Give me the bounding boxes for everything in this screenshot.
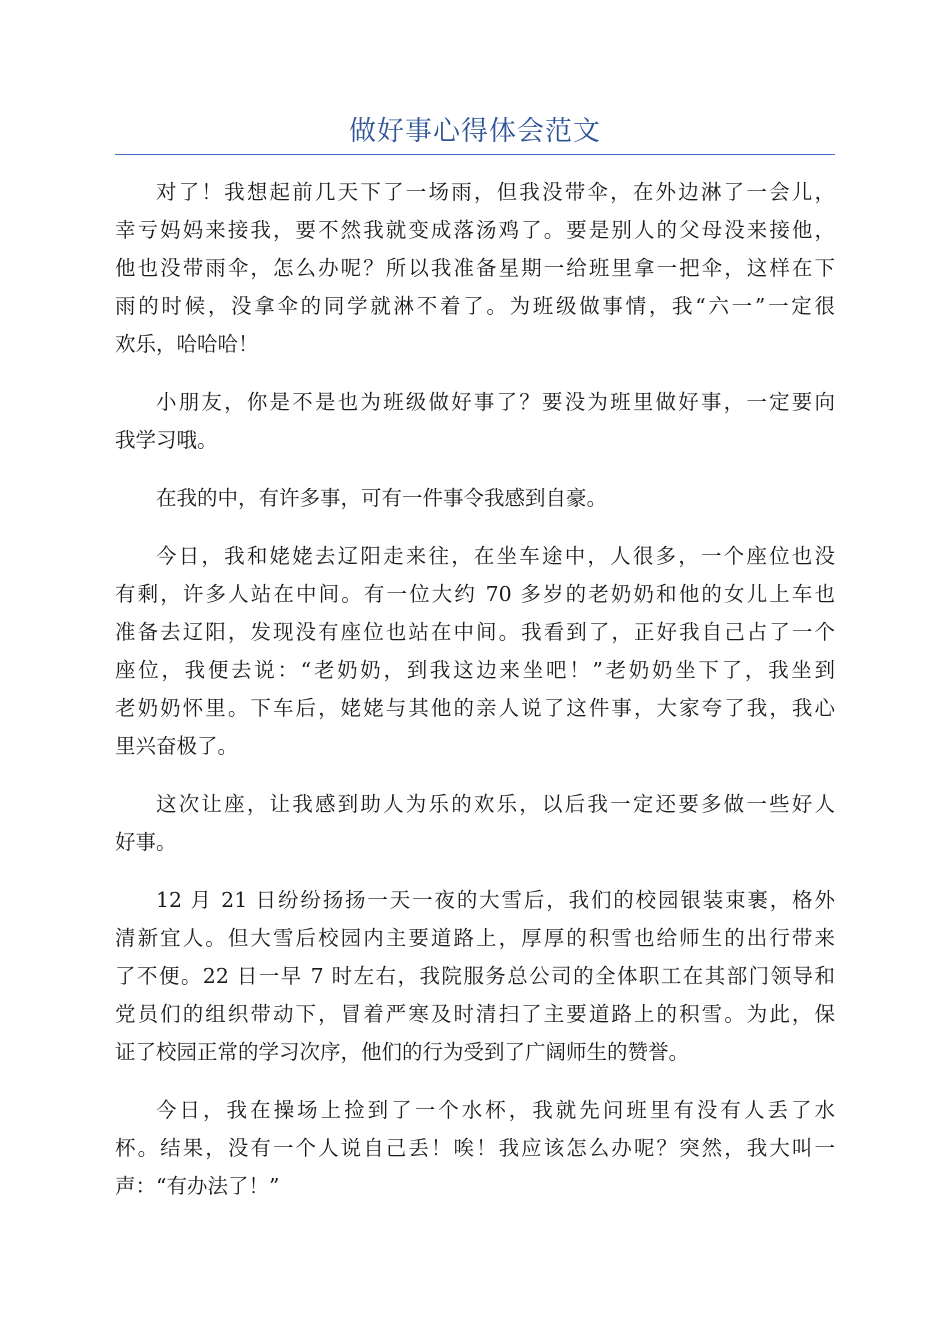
paragraph (115, 785, 835, 861)
paragraph-line: 这次让座，让我感到助人为乐的欢乐，以后我一定还要多做一些好人 (156, 792, 835, 816)
paragraph-line: 杯。结果，没有一个人说自己丢！唉！我应该怎么办呢？突然，我大叫一 (115, 1136, 835, 1160)
paragraph-line: 准备去辽阳，发现没有座位也站在中间。我看到了，正好我自己占了一个 (115, 620, 835, 644)
paragraph (115, 479, 835, 517)
paragraph-line: 老奶奶怀里。下车后，姥姥与其他的亲人说了这件事，大家夸了我，我心 (115, 696, 835, 720)
paragraph-line: 12 月 21 日纷纷扬扬一天一夜的大雪后，我们的校园银装束裹，格外 (156, 888, 835, 912)
paragraph-line: 里兴奋极了。 (115, 734, 238, 758)
paragraph-line: 我学习哦。 (115, 428, 218, 452)
paragraph (115, 881, 835, 1071)
document-title: 做好事心得体会范文 (349, 116, 601, 147)
paragraph-line: 今日，我和姥姥去辽阳走来往，在坐车途中，人很多，一个座位也没 (156, 544, 835, 568)
paragraph-line: 今日，我在操场上捡到了一个水杯，我就先问班里有没有人丢了水 (156, 1098, 835, 1122)
paragraph (115, 537, 835, 765)
paragraph-line: 党员们的组织带动下，冒着严寒及时清扫了主要道路上的积雪。为此，保 (115, 1002, 835, 1026)
paragraph-line: 声：“有办法了！” (115, 1174, 280, 1198)
paragraph-line: 了不便。22 日一早 7 时左右，我院服务总公司的全体职工在其部门领导和 (115, 964, 835, 988)
paragraph-line: 幸亏妈妈来接我，要不然我就变成落汤鸡了。要是别人的父母没来接他， (115, 218, 835, 242)
paragraph-line: 雨的时候，没拿伞的同学就淋不着了。为班级做事情，我“六一”一定很 (115, 294, 835, 318)
paragraph-line: 在我的中，有许多事，可有一件事令我感到自豪。 (156, 486, 607, 510)
paragraph-line: 座位，我便去说：“老奶奶，到我这边来坐吧！”老奶奶坐下了，我坐到 (115, 658, 835, 682)
paragraph-line: 他也没带雨伞，怎么办呢？所以我准备星期一给班里拿一把伞，这样在下 (115, 256, 835, 280)
document-body (115, 173, 835, 1225)
paragraph-line: 对了！我想起前几天下了一场雨，但我没带伞，在外边淋了一会儿， (156, 180, 835, 204)
paragraph (115, 173, 835, 363)
paragraph (115, 1091, 835, 1205)
paragraph-line: 有剩，许多人站在中间。有一位大约 70 多岁的老奶奶和他的女儿上车也 (115, 582, 835, 606)
paragraph-line: 证了校园正常的学习次序，他们的行为受到了广阔师生的赞誉。 (115, 1040, 689, 1064)
paragraph-line: 小朋友，你是不是也为班级做好事了？要没为班里做好事，一定要向 (156, 390, 835, 414)
title-underline (115, 154, 835, 155)
paragraph (115, 383, 835, 459)
paragraph-line: 好事。 (115, 830, 177, 854)
paragraph-line: 清新宜人。但大雪后校园内主要道路上，厚厚的积雪也给师生的出行带来 (115, 926, 835, 950)
paragraph-line: 欢乐，哈哈哈！ (115, 332, 259, 356)
